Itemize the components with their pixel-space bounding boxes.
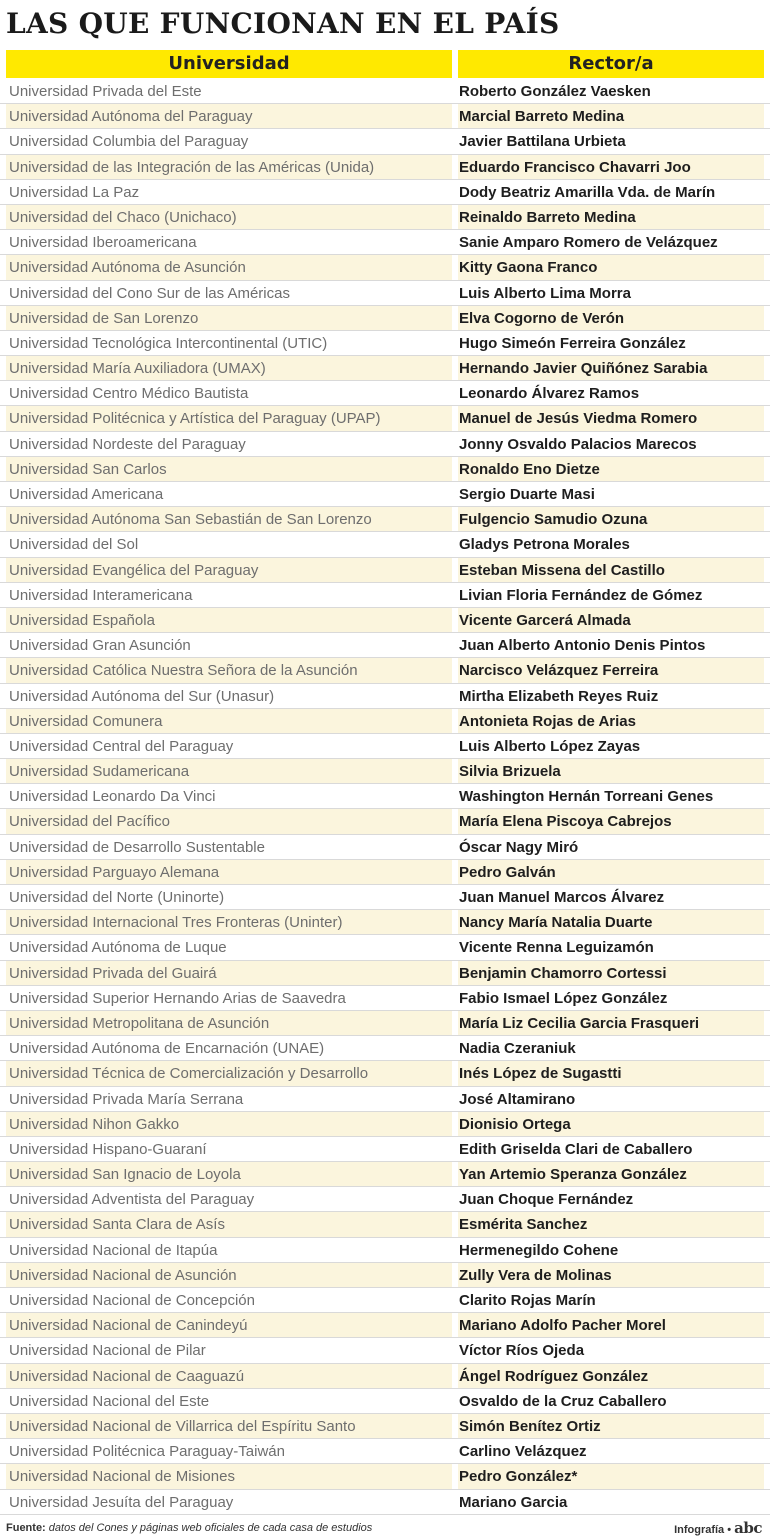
table-row <box>0 583 770 608</box>
table-row <box>0 306 770 331</box>
table-row <box>0 684 770 709</box>
university-name: Universidad Superior Hernando Arias de Saavedra <box>9 989 346 1007</box>
rector-name: Óscar Nagy Miró <box>459 838 579 856</box>
table-row <box>0 1439 770 1464</box>
table-row <box>0 860 770 885</box>
rector-name: Juan Alberto Antonio Denis Pintos <box>459 637 706 655</box>
rector-name: Mariano Adolfo Pacher Morel <box>458 1313 764 1337</box>
rector-name: Yan Artemio Speranza González <box>458 1162 764 1186</box>
rector-name: Gladys Petrona Morales <box>459 536 630 554</box>
university-name: Universidad Privada María Serrana <box>9 1090 244 1108</box>
table-row <box>0 558 770 583</box>
rector-name: Simón Benítez Ortiz <box>458 1414 764 1438</box>
infographic-title: LAS QUE FUNCIONAN EN EL PAÍS <box>6 7 560 40</box>
rector-name: Livian Floria Fernández de Gómez <box>459 586 703 604</box>
rector-name: Víctor Ríos Ojeda <box>459 1342 585 1360</box>
university-name: Universidad del Pacífico <box>6 809 452 833</box>
table-row <box>0 356 770 381</box>
rector-name: Ronaldo Eno Dietze <box>458 457 764 481</box>
table-row <box>0 331 770 356</box>
university-name: Universidad Nordeste del Paraguay <box>9 435 246 453</box>
university-name: Universidad La Paz <box>9 183 140 201</box>
rector-name: Luis Alberto López Zayas <box>459 737 641 755</box>
university-name: Universidad Adventista del Paraguay <box>9 1191 255 1209</box>
table-row <box>0 1087 770 1112</box>
rector-name: Mirtha Elizabeth Reyes Ruiz <box>459 687 659 705</box>
rector-name: Hernando Javier Quiñónez Sarabia <box>458 356 764 380</box>
rector-name: Carlino Velázquez <box>459 1443 587 1461</box>
rector-name: Washington Hernán Torreani Genes <box>459 788 714 806</box>
university-name: Universidad Politécnica Paraguay-Taiwán <box>9 1443 285 1461</box>
university-name: Universidad de San Lorenzo <box>6 306 452 330</box>
table-row <box>0 255 770 280</box>
university-name: Universidad Jesuíta del Paraguay <box>9 1493 234 1511</box>
university-name: Universidad Iberoamericana <box>9 234 197 252</box>
table-row <box>0 281 770 306</box>
rector-name: Jonny Osvaldo Palacios Marecos <box>459 435 697 453</box>
table-row <box>0 1490 770 1515</box>
rector-name: Vicente Garcerá Almada <box>458 608 764 632</box>
rector-name: Reinaldo Barreto Medina <box>458 205 764 229</box>
table-row <box>0 835 770 860</box>
rector-name: Sanie Amparo Romero de Velázquez <box>459 234 718 252</box>
university-name: Universidad Nacional de Itapúa <box>9 1241 218 1259</box>
university-name: Universidad del Sol <box>9 536 139 554</box>
universities-table <box>0 79 770 1515</box>
rector-name: María Liz Cecilia Garcia Frasqueri <box>458 1011 764 1035</box>
rector-name: Narcisco Velázquez Ferreira <box>458 658 764 682</box>
university-name: Universidad de Desarrollo Sustentable <box>9 838 265 856</box>
rector-name: Pedro González* <box>458 1464 764 1488</box>
rector-name: Nadia Czeraniuk <box>459 1040 576 1058</box>
university-name: Universidad Nacional de Villarrica del Espíritu Santo <box>6 1414 452 1438</box>
university-name: Universidad Santa Clara de Asís <box>6 1212 452 1236</box>
rector-name: Antonieta Rojas de Arias <box>458 709 764 733</box>
university-name: Universidad María Auxiliadora (UMAX) <box>6 356 452 380</box>
table-row <box>0 608 770 633</box>
rector-name: Roberto González Vaesken <box>459 83 651 100</box>
table-row <box>0 205 770 230</box>
table-row <box>0 1162 770 1187</box>
credit <box>674 1519 762 1537</box>
rector-name: Marcial Barreto Medina <box>458 104 764 128</box>
credit-text: Infografía • <box>674 1524 732 1536</box>
table-row <box>0 507 770 532</box>
table-row <box>0 180 770 205</box>
university-name: Universidad Internacional Tres Fronteras (Uninter) <box>6 910 452 934</box>
university-name: Universidad Sudamericana <box>6 759 452 783</box>
rector-name: Fabio Ismael López González <box>459 989 668 1007</box>
university-name: Universidad Autónoma de Luque <box>9 939 227 957</box>
table-row <box>0 1263 770 1288</box>
university-name: Universidad Columbia del Paraguay <box>9 133 249 151</box>
university-name: Universidad Metropolitana de Asunción <box>6 1011 452 1035</box>
university-name: Universidad Técnica de Comercialización y Desarrollo <box>6 1061 452 1085</box>
table-row <box>0 1414 770 1439</box>
table-row <box>0 1187 770 1212</box>
rector-name: Hugo Simeón Ferreira González <box>459 334 686 352</box>
table-row <box>0 809 770 834</box>
university-name: Universidad Evangélica del Paraguay <box>6 558 452 582</box>
university-name: Universidad Americana <box>9 486 164 503</box>
rector-name: Benjamin Chamorro Cortessi <box>458 961 764 985</box>
source-label: Fuente: <box>6 1522 46 1534</box>
university-name: Universidad Nihon Gakko <box>6 1112 452 1136</box>
university-name: Universidad Nacional del Este <box>9 1392 210 1410</box>
university-name: Universidad Nacional de Canindeyú <box>6 1313 452 1337</box>
rector-name: Elva Cogorno de Verón <box>458 306 764 330</box>
table-row <box>0 1112 770 1137</box>
rector-name: María Elena Piscoya Cabrejos <box>458 809 764 833</box>
university-name: Universidad del Norte (Uninorte) <box>9 889 225 906</box>
university-name: Universidad Tecnológica Intercontinental (UTIC) <box>9 334 328 352</box>
abc-logo: abc <box>734 1519 762 1537</box>
table-row <box>0 1238 770 1263</box>
rector-name: Sergio Duarte Masi <box>459 486 595 503</box>
table-row <box>0 910 770 935</box>
university-name: Universidad Gran Asunción <box>9 637 191 655</box>
table-row <box>0 457 770 482</box>
university-name: Universidad Hispano-Guaraní <box>9 1140 207 1158</box>
table-row <box>0 79 770 104</box>
table-row <box>0 961 770 986</box>
rector-name: Juan Manuel Marcos Álvarez <box>459 889 665 906</box>
university-name: Universidad Autónoma de Asunción <box>6 255 452 279</box>
rector-name: Ángel Rodríguez González <box>458 1364 764 1388</box>
table-row <box>0 1036 770 1061</box>
table-row <box>0 406 770 431</box>
rector-name: Leonardo Álvarez Ramos <box>459 385 640 403</box>
university-name: Universidad Autónoma del Sur (Unasur) <box>9 687 275 705</box>
table-row <box>0 1389 770 1414</box>
university-name: Universidad del Chaco (Unichaco) <box>6 205 452 229</box>
university-name: Universidad Central del Paraguay <box>9 737 234 755</box>
university-name: Universidad San Carlos <box>6 457 452 481</box>
table-row <box>0 155 770 180</box>
rector-name: Mariano Garcia <box>459 1493 568 1511</box>
university-name: Universidad de las Integración de las Américas (Unida) <box>6 155 452 179</box>
university-name: Universidad Nacional de Concepción <box>9 1292 255 1309</box>
rector-name: Kitty Gaona Franco <box>458 255 764 279</box>
table-row <box>0 1137 770 1162</box>
university-name: Universidad Comunera <box>6 709 452 733</box>
rector-name: Silvia Brizuela <box>458 759 764 783</box>
rector-name: Dionisio Ortega <box>458 1112 764 1136</box>
table-row <box>0 658 770 683</box>
university-name: Universidad Católica Nuestra Señora de la Asunción <box>6 658 452 682</box>
university-name: Universidad Nacional de Misiones <box>6 1464 452 1488</box>
university-name: Universidad Privada del Guairá <box>6 961 452 985</box>
rector-name: Nancy María Natalia Duarte <box>458 910 764 934</box>
table-row <box>0 381 770 406</box>
table-row <box>0 986 770 1011</box>
table-row <box>0 885 770 910</box>
rector-name: Vicente Renna Leguizamón <box>459 939 654 957</box>
university-name: Universidad Autónoma de Encarnación (UNAE) <box>9 1040 325 1058</box>
rector-name: Osvaldo de la Cruz Caballero <box>459 1392 667 1410</box>
column-header-universidad: Universidad <box>6 50 452 78</box>
rector-name: Clarito Rojas Marín <box>459 1292 596 1309</box>
rector-name: Fulgencio Samudio Ozuna <box>458 507 764 531</box>
table-row <box>0 1288 770 1313</box>
table-row <box>0 1212 770 1237</box>
table-row <box>0 104 770 129</box>
rector-name: Javier Battilana Urbieta <box>459 133 626 151</box>
university-name: Universidad Parguayo Alemana <box>6 860 452 884</box>
rector-name: Manuel de Jesús Viedma Romero <box>458 406 764 430</box>
table-row <box>0 709 770 734</box>
table-row <box>0 1464 770 1489</box>
table-row <box>0 482 770 507</box>
rector-name: Inés López de Sugastti <box>458 1061 764 1085</box>
table-row <box>0 1061 770 1086</box>
rector-name: Juan Choque Fernández <box>459 1191 634 1209</box>
university-name: Universidad Nacional de Caaguazú <box>6 1364 452 1388</box>
rector-name: Eduardo Francisco Chavarri Joo <box>458 155 764 179</box>
rector-name: José Altamirano <box>459 1090 576 1108</box>
table-row <box>0 129 770 154</box>
university-name: Universidad San Ignacio de Loyola <box>6 1162 452 1186</box>
rector-name: Edith Griselda Clari de Caballero <box>459 1140 693 1158</box>
rector-name: Dody Beatriz Amarilla Vda. de Marín <box>459 183 716 201</box>
table-row <box>0 1338 770 1363</box>
university-name: Universidad Española <box>6 608 452 632</box>
rector-name: Luis Alberto Lima Morra <box>459 284 631 302</box>
column-header-rector: Rector/a <box>458 50 764 78</box>
university-name: Universidad Centro Médico Bautista <box>9 385 249 403</box>
rector-name: Pedro Galván <box>458 860 764 884</box>
table-row <box>0 432 770 457</box>
table-row <box>0 230 770 255</box>
university-name: Universidad Interamericana <box>9 586 193 604</box>
table-row <box>0 759 770 784</box>
rector-name: Hermenegildo Cohene <box>459 1241 619 1259</box>
table-row <box>0 1011 770 1036</box>
source-text: datos del Cones y páginas web oficiales de cada casa de estudios <box>48 1522 373 1534</box>
university-name: Universidad Autónoma San Sebastián de San Lorenzo <box>6 507 452 531</box>
table-row <box>0 784 770 809</box>
university-name: Universidad del Cono Sur de las Américas <box>9 284 290 302</box>
university-name: Universidad Autónoma del Paraguay <box>6 104 452 128</box>
university-name: Universidad Politécnica y Artística del Paraguay (UPAP) <box>6 406 452 430</box>
rector-name: Esteban Missena del Castillo <box>458 558 764 582</box>
table-row <box>0 532 770 557</box>
rector-name: Esmérita Sanchez <box>458 1212 764 1236</box>
university-name: Universidad Nacional de Asunción <box>6 1263 452 1287</box>
source-note <box>6 1519 766 1537</box>
rector-name: Zully Vera de Molinas <box>458 1263 764 1287</box>
table-row <box>0 935 770 960</box>
university-name: Universidad Leonardo Da Vinci <box>9 788 216 806</box>
table-row <box>0 1313 770 1338</box>
table-row <box>0 734 770 759</box>
university-name: Universidad Privada del Este <box>9 83 202 100</box>
table-row <box>0 633 770 658</box>
table-row <box>0 1364 770 1389</box>
university-name: Universidad Nacional de Pilar <box>9 1342 206 1360</box>
